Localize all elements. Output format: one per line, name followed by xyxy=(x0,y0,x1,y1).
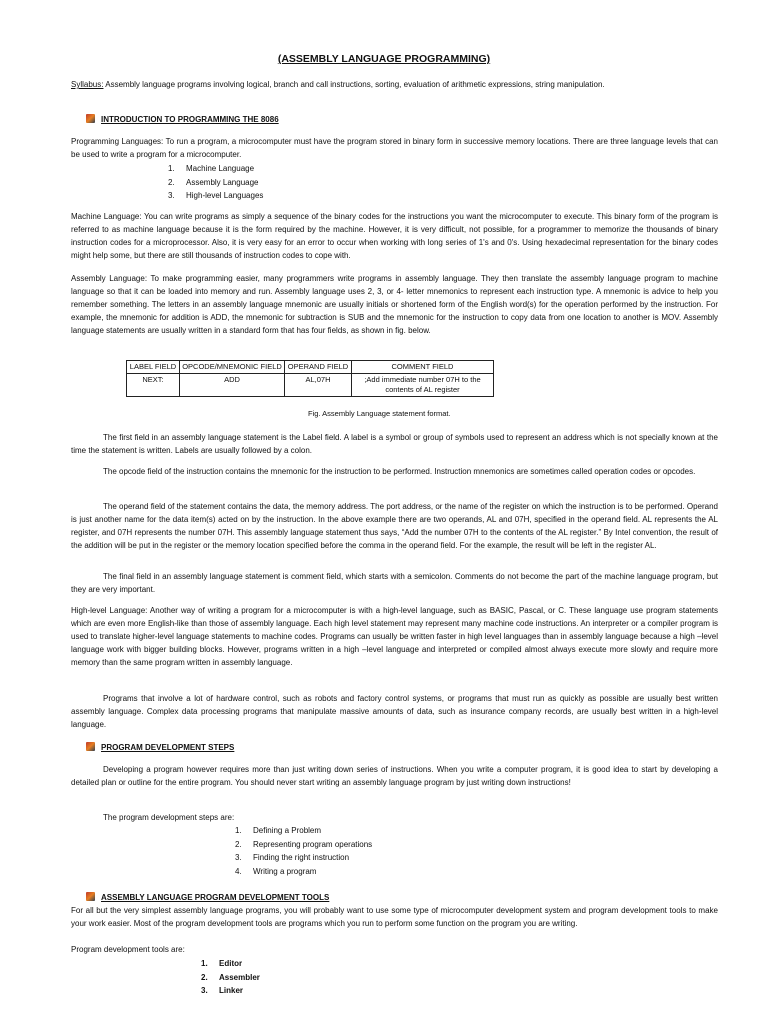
table-cell: AL,07H xyxy=(285,374,352,397)
table-header-cell: COMMENT FIELD xyxy=(352,361,494,374)
opcode-field-paragraph: The opcode field of the instruction contains the mnemonic for the instruction to be performed. Instruction mnemonics are sometimes called operation codes or opcodes. xyxy=(103,467,696,476)
table-cell: ADD xyxy=(180,374,285,397)
table-cell: ;Add immediate number 07H to the contents of AL register xyxy=(352,374,494,397)
table-header-cell: OPERAND FIELD xyxy=(285,361,352,374)
table-cell: NEXT: xyxy=(127,374,180,397)
hardware-control-paragraph: Programs that involve a lot of hardware control, such as robots and factory control systems, or programs that must run as quickly as possible are usually best written assembly language. Complex data processing programs that manipulate massive amounts of data, such as insurance company records, are usually best written in a high-level language. xyxy=(71,694,718,729)
steps-intro: The program development steps are: xyxy=(103,813,235,822)
bullet-icon xyxy=(86,892,95,901)
tools-list-intro: Program development tools are: xyxy=(71,945,185,954)
list-item: 1. Machine Language xyxy=(168,164,255,173)
tools-list xyxy=(201,957,260,998)
statement-format-table xyxy=(126,360,494,397)
intro-heading xyxy=(86,113,279,126)
syllabus-label: Syllabus: xyxy=(71,80,104,89)
developing-paragraph: Developing a program however requires more than just writing down series of instructions. When you write a computer program, it is good idea to start by developing a detailed plan or outline for the entire program. You should never start writing an assembly language program by just writing down instructions! xyxy=(71,765,718,787)
list-item: 1. Defining a Problem xyxy=(235,826,322,835)
bullet-icon xyxy=(86,114,95,123)
page-title: (ASSEMBLY LANGUAGE PROGRAMMING) xyxy=(277,53,491,65)
tools-heading xyxy=(86,891,329,904)
high-level-paragraph: High-level Language: Another way of writing a program for a microcomputer is with a high-level language, such as BASIC, Pascal, or C. These language use program statements which are even more English-like than those of assembly language. Each high level statement may represent many machine code instructions. An interpreter or a compiler program is used to translate higher-level language statements to machine codes. Programs can usually be written faster in high level languages than in assembly language because a high –level language work with bigger building blocks. However, programs written in a high –level language and interpreted or compiled almost always execute more slowly and require more memory than the same program written in assembly language. xyxy=(71,606,718,667)
steps-heading-text: PROGRAM DEVELOPMENT STEPS xyxy=(101,743,235,752)
comment-field-paragraph: The final field in an assembly language statement is comment field, which starts with a semicolon. Comments do not become the part of the machine language program, but they are very important. xyxy=(71,572,718,594)
list-item: 3. Linker xyxy=(201,986,244,995)
table-header-row xyxy=(127,361,494,374)
programming-languages-paragraph: Programming Languages: To run a program, a microcomputer must have the program stored in binary form in successive memory locations. There are three language levels that can be used to write a program for a microcomputer. xyxy=(71,137,718,159)
list-item: 4. Writing a program xyxy=(235,866,317,876)
table-row xyxy=(127,374,494,397)
tools-paragraph: For all but the very simplest assembly language programs, you will probably want to use some type of microcomputer development system and program development tools to make your work easier. Most of the program development tools are programs which you run to perform some function on the program you are writing. xyxy=(71,906,718,928)
list-item: 2. Assembly Language xyxy=(168,177,259,187)
intro-heading-text: INTRODUCTION TO PROGRAMMING THE 8086 xyxy=(101,115,279,124)
list-item: 3. Finding the right instruction xyxy=(235,853,350,862)
bullet-icon xyxy=(86,742,95,751)
syllabus-text: Assembly language programs involving logical, branch and call instructions, sorting, evaluation of arithmetic expressions, string manipulation. xyxy=(103,80,605,89)
assembly-language-paragraph: Assembly Language: To make programming easier, many programmers write programs in assembly language. They then translate the assembly language program to machine language so that it can be loaded into memory and run. Assembly language uses 2, 3, or 4- letter mnemonics to represent each instruction type. A mnemonic is advice to help you remember something. The letters in an assembly language mnemonic are usually initials or shortened form of the English word(s) for the operation performed by the instruction. For example, the mnemonic for addition is ADD, the mnemonic for subtraction is SUB and the mnemonic for the instruction to copy data from one location to another is MOV. Assembly language statements are usually written in a standard form that has four fields, as shown in fig. below. xyxy=(71,274,718,335)
table-header-cell: LABEL FIELD xyxy=(127,361,180,374)
operand-field-paragraph: The operand field of the statement contains the data, the memory address. The port address, or the name of the register on which the instruction is to be performed. Operand is just another name for the data item(s) acted on by the instruction. In the above example there are two operands, AL and 07H, specified in the operand field. AL represents the AL register, and 07H represents the number 07H. This assembly language statement thus says, “Add the number 07H to the contents of the AL register.” By Intel convention, the result of the addition will be put in the register or the memory location specified before the comma in the operand field. For the example, the result will be left in the register AL. xyxy=(71,502,718,550)
list-item: 1. Editor xyxy=(201,959,243,968)
syllabus-paragraph xyxy=(71,78,718,91)
language-levels-list xyxy=(168,162,263,203)
list-item: 3. High-level Languages xyxy=(168,191,264,200)
list-item: 2. Representing program operations xyxy=(235,839,373,849)
table-header-cell: OPCODE/MNEMONIC FIELD xyxy=(180,361,285,374)
tools-heading-text: ASSEMBLY LANGUAGE PROGRAM DEVELOPMENT TOOLS xyxy=(101,893,330,902)
machine-language-paragraph: Machine Language: You can write programs as simply a sequence of the binary codes for the instructions you want the microcomputer to execute. This binary form of the program is referred to as machine language because it is the form required by the machine. However, it is very difficult, not possible, for a programmer to memorize the thousands of binary instruction codes for a microprocessor. Also, it is very easy for an error to occur when working with long series of 1's and 0's. Using hexadecimal representation for the binary codes might help some, but there are still thousands of instruction codes to cope with. xyxy=(71,212,718,260)
steps-heading xyxy=(86,741,234,754)
list-item: 2. Assembler xyxy=(201,972,260,982)
steps-list xyxy=(235,824,372,878)
table-caption: Fig. Assembly Language statement format. xyxy=(308,409,451,418)
label-field-paragraph: The first field in an assembly language statement is the Label field. A label is a symbol or group of symbols used to represent an address which is not specially known at the time the statement is written. Labels are usually followed by a colon. xyxy=(71,433,718,455)
